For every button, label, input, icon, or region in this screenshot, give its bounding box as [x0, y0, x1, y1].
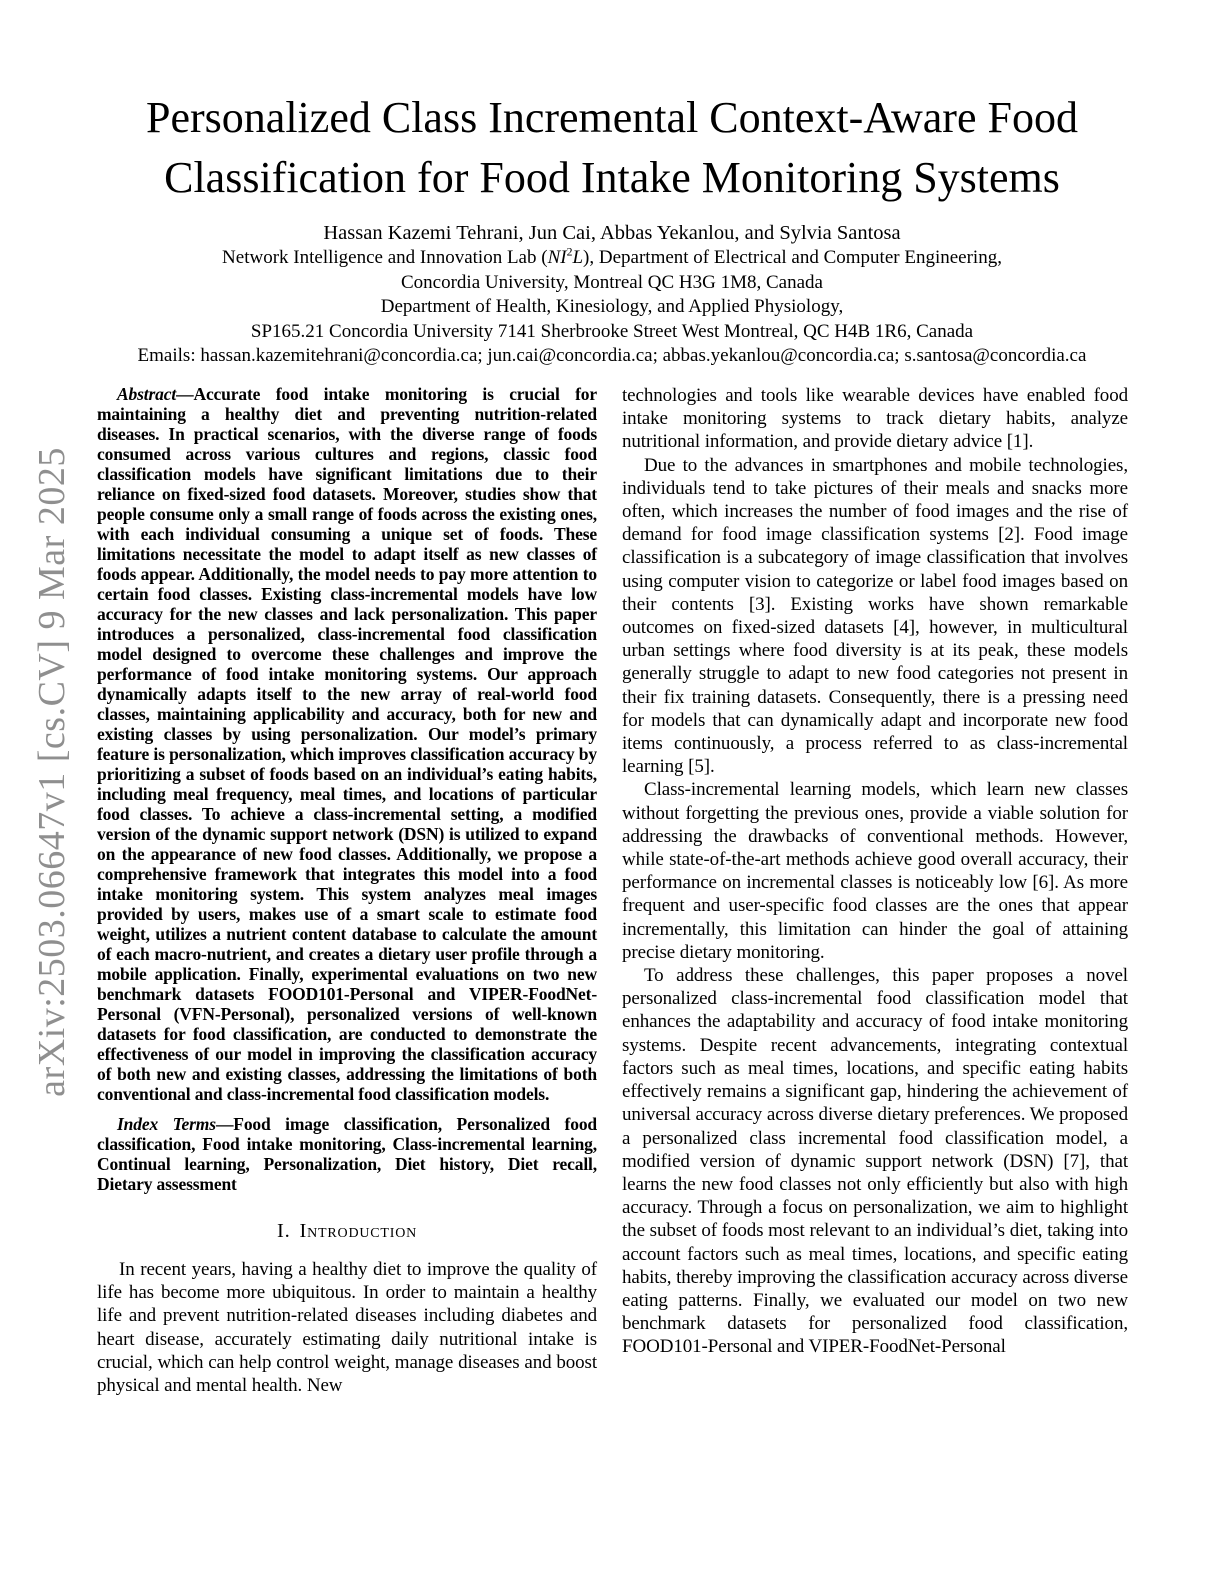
affiliation-department-line: Department of Health, Kinesiology, and Applied Physiology,	[380, 296, 844, 317]
index-terms-text: Food image classification, Personalized food classification, Food intake monitoring, Class-incremental learning, Continual learning, Personalization, Diet history, Diet recall, Dietary assessment	[97, 1114, 597, 1194]
index-terms-label: Index Terms	[117, 1114, 216, 1134]
section-heading-introduction	[97, 1220, 597, 1243]
affiliation-address-line: SP165.21 Concordia University 7141 Sherbrooke Street West Montreal, QC H4B 1R6, Canada	[250, 320, 974, 342]
math-superscript-2: 2	[566, 245, 573, 259]
intro-paragraph-2: Due to the advances in smartphones and mobile technologies, individuals tend to take pictures of their meals and snacks more often, which increases the number of food images and the rise of demand for food image classification systems [2]. Food image classification is a subcategory of image classification that involves using computer vision to categorize or label food images based on their contents [3]. Existing works have shown remarkable outcomes on fixed-sized datasets [4], however, in multicultural urban settings where food diversity is at its peak, these models generally struggle to adapt to new food categories not present in their fix training datasets. Consequently, there is a pressing need for models that can dynamically adapt and incorporate new food items continuously, a process referred to as class-incremental learning [5].	[622, 454, 1128, 778]
left-column	[97, 384, 597, 1397]
section-number: I.	[276, 1220, 291, 1242]
affiliation-lab-pre: Network Intelligence and Innovation Lab (	[222, 247, 548, 268]
abstract-dash: —	[176, 384, 194, 404]
abstract-paragraph	[97, 384, 597, 1104]
arxiv-watermark: arXiv:2503.06647v1 [cs.CV] 9 Mar 2025	[31, 447, 73, 1097]
affiliation-lab-line	[0, 246, 1224, 271]
intro-paragraph-continuation: technologies and tools like wearable devices have enabled food intake monitoring systems to track dietary habits, analyze nutritional information, and provide dietary advice [1].	[622, 385, 1128, 453]
authors-line: Hassan Kazemi Tehrani, Jun Cai, Abbas Yekanlou, and Sylvia Santosa	[323, 222, 901, 244]
paper-title: Personalized Class Incremental Context-Aware Food Classification for Food Intake Monitoring Systems	[146, 93, 1078, 202]
affiliation-lab-post: ), Department of Electrical and Computer Engineering,	[583, 247, 1002, 268]
affiliation-university-line: Concordia University, Montreal QC H3G 1M8, Canada	[401, 271, 823, 293]
math-l: L	[572, 247, 584, 268]
emails-line: Emails: hassan.kazemitehrani@concordia.ca; jun.cai@concordia.ca; abbas.yekanlou@concordia.ca; s.santosa@concordia.ca	[137, 345, 1087, 366]
intro-paragraph-4: To address these challenges, this paper proposes a novel personalized class-incremental food classification model that enhances the adaptability and accuracy of food intake monitoring systems. Despite recent advancements, integrating contextual factors such as meal times, locations, and specific eating habits effectively remains a significant gap, hindering the achievement of universal accuracy across diverse dietary preferences. We proposed a personalized class incremental food classification model, a modified version of dynamic support network (DSN) [7], that learns the new food classes not only efficiently but also with high accuracy. Through a focus on personalization, we aim to highlight the subset of foods most relevant to an individual’s diet, taking into account factors such as meal times, locations, and specific eating habits, thereby improving the classification accuracy across diverse eating patterns. Finally, we evaluated our model on two new benchmark datasets for personalized food classification, FOOD101-Personal and VIPER-FoodNet-Personal	[622, 965, 1129, 1358]
abstract-label: Abstract	[117, 384, 177, 404]
intro-paragraph-left: In recent years, having a healthy diet to improve the quality of life has become more ubiquitous. In order to maintain a healthy life and prevent nutrition-related diseases including diabetes and heart disease, accurately estimating daily nutritional intake is crucial, which can help control weight, manage diseases and boost physical and mental health. New	[97, 1259, 597, 1397]
author-block	[0, 220, 1224, 369]
index-terms-paragraph	[97, 1114, 597, 1194]
index-terms-dash: —	[215, 1114, 234, 1134]
right-column	[622, 384, 1128, 1359]
section-title: Introduction	[299, 1220, 418, 1242]
abstract-text: Accurate food intake monitoring is crucial for maintaining a healthy diet and preventing nutrition-related diseases. In practical scenarios, with the diverse range of foods consumed across various cultures and regions, classic food classification models have significant limitations due to their reliance on fixed-sized food datasets. Moreover, studies show that people consume only a small range of foods across the existing ones, with each individual consuming a unique set of foods. These limitations necessitate the model to adapt itself as new classes of foods appear. Additionally, the model needs to pay more attention to certain food classes. Existing class-incremental models have low accuracy for the new classes and lack personalization. This paper introduces a personalized, class-incremental food classification model designed to overcome these challenges and improve the performance of food intake monitoring systems. Our approach dynamically adapts itself to the new array of real-world food classes, maintaining applicability and accuracy, both for new and existing classes by using personalization. Our model’s primary feature is personalization, which improves classification accuracy by prioritizing a subset of foods based on an individual’s eating habits, including meal frequency, meal times, and locations of particular food classes. To achieve a class-incremental setting, a modified version of the dynamic support network (DSN) is utilized to expand on the appearance of new food classes. Additionally, we propose a comprehensive framework that integrates this model into a food intake monitoring system. This system analyzes meal images provided by users, makes use of a smart scale to estimate food weight, utilizes a nutrient content database to calculate the amount of each macro-nutrient, and creates a dietary user profile through a mobile application. Finally, experimental evaluations on two new benchmark datasets FOOD101-Personal and VIPER-FoodNet-Personal (VFN-Personal), personalized versions of well-known datasets for food classification, are conducted to demonstrate the effectiveness of our model in improving the classification accuracy of both new and existing classes, addressing the limitations of both conventional and class-incremental food classification models.	[97, 384, 597, 1104]
math-ni: NI	[547, 247, 567, 268]
intro-paragraph-3: Class-incremental learning models, which learn new classes without forgetting the previous ones, provide a viable solution for addressing the drawbacks of conventional methods. However, while state-of-the-art methods achieve good overall accuracy, their performance on incremental classes is noticeably low [6]. As more frequent and user-specific food classes are the ones that appear incrementally, this limitation can hinder the goal of attaining precise dietary monitoring.	[622, 779, 1128, 963]
